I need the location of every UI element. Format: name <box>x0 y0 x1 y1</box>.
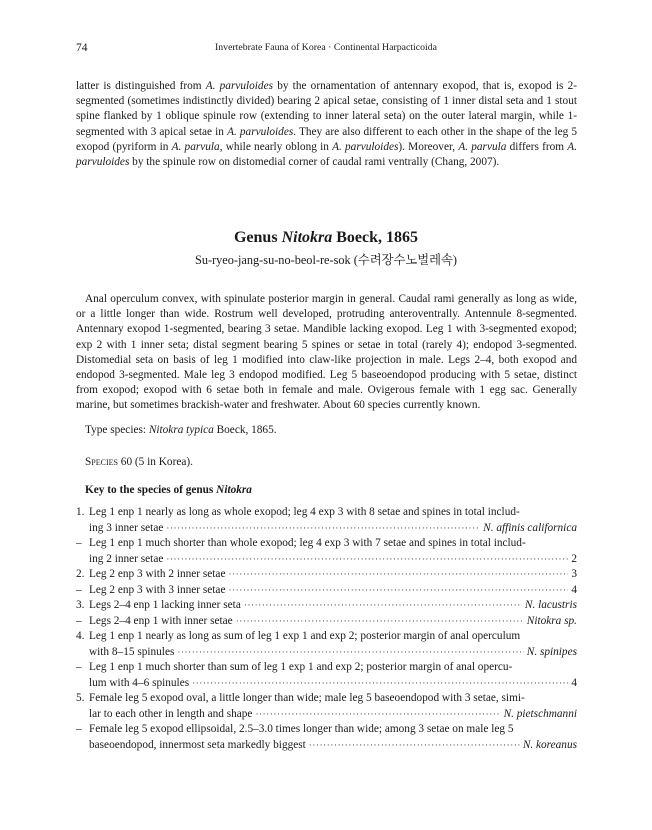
text-run: differs from <box>506 140 568 153</box>
couplet-text: lar to each other in length and shape <box>89 707 253 720</box>
identification-key <box>76 505 577 753</box>
couplet-result: 4 <box>571 676 577 689</box>
key-couplet-result-line <box>76 645 577 661</box>
leader-dots <box>166 521 480 537</box>
leader-dots <box>192 676 568 692</box>
couplet-result: 3 <box>571 568 577 580</box>
couplet-text: Leg 1 enp 1 much shorter than whole exopod; leg 4 exp 3 with 7 setae and spines in total includ- <box>89 537 526 549</box>
couplet-text: lum with 4–6 spinules <box>89 676 190 689</box>
genus-subtitle: Su-ryeo-jang-su-no-beol-re-sok (수려장수노벌레속) <box>194 253 457 267</box>
text-run: latter is distinguished from <box>76 80 206 92</box>
key-couplet-result-line <box>76 567 577 583</box>
couplet-text: Legs 2–4 enp 1 lacking inner seta <box>89 599 241 611</box>
leader-dots <box>228 583 568 599</box>
key-couplet-result-line <box>76 598 577 614</box>
text-run: by the ornamentation of antennary exopod, that is, exopod is 2-segmented (sometimes indistinctly divided) bearing 2 apical setae, consisting of 1 inner distal seta and 1 stout spine flanked by 1 oblique spinule row (extending to inner lateral seta) on the outer lateral margin, while 1-segmented with 3 apical setae in <box>76 80 578 138</box>
key-couplet-result-line <box>76 614 577 630</box>
key-couplet-result-line <box>76 707 577 723</box>
key-couplet-result-line <box>76 552 577 568</box>
running-header <box>76 42 576 58</box>
couplet-number: 5. <box>76 692 85 704</box>
couplet-result: Nitokra sp. <box>526 614 577 627</box>
genus-title: Genus Nitokra Boeck, 1865 <box>233 229 419 246</box>
couplet-number: 2. <box>76 568 85 580</box>
couplet-text: Leg 1 enp 1 much shorter than sum of leg 1 exp 1 and exp 2; posterior margin of anal opercu- <box>89 661 513 673</box>
taxon-name: A. parvula <box>458 140 507 153</box>
key-couplet-line <box>76 505 577 521</box>
couplet-number: – <box>76 723 82 735</box>
couplet-result: N. pietschmanni <box>503 707 577 720</box>
couplet-number: – <box>76 537 82 549</box>
couplet-text: Leg 2 enp 3 with 3 inner setae <box>89 583 226 596</box>
couplet-number: 3. <box>76 599 85 611</box>
taxon-name: A. parvuloides <box>76 140 578 169</box>
leader-dots <box>177 645 523 661</box>
couplet-text: ing 3 inner setae <box>89 521 164 534</box>
text-run: ). Moreover, <box>398 140 459 153</box>
couplet-result: N. lacustris <box>524 599 577 611</box>
couplet-text: Leg 1 enp 1 nearly as long as sum of leg 1 exp 1 and exp 2; posterior margin of anal operculum <box>89 630 521 642</box>
key-couplet-line <box>76 722 577 738</box>
genus-name: Nitokra <box>281 229 333 246</box>
genus-diagnosis: Anal operculum convex, with spinulate posterior margin in general. Caudal rami generally as long as wide, or a little longer than wide. Rostrum well developed, protruding anteroventrally. Antennule 8-segmented. Antennary exopod 1-segmented, bearing 3 setae. Mandible lacking exopod. Leg 1 with 3-segmented exopod; exp 2 with 1 inner seta; distal segment bearing 5 spines or setae in total (rarely 4); endopod 3-segmented. Distomedial seta on basis of leg 1 modified into claw-like projection in male. Legs 2–4, both exopod and endopod 3-segmented. Male leg 3 endopod modified. Leg 5 baseoendopod producing with 5 setae, distinct from exopod; exopod with 6 setae both in female and male. Ovigerous female with 1 egg sac. Generally marine, but sometimes brackish-water and freshwater. About 60 species currently known. <box>76 293 577 412</box>
taxon-name: A. parvula <box>171 140 220 153</box>
couplet-result: 2 <box>571 552 577 565</box>
couplet-text: ing 2 inner setae <box>89 552 164 565</box>
text-run: by the spinule row on distomedial corner of caudal rami ventrally (Chang, 2007). <box>129 156 500 169</box>
couplet-result: 4 <box>571 583 577 596</box>
key-couplet-line <box>76 536 577 552</box>
couplet-text: baseoendopod, innermost seta markedly biggest <box>89 738 306 751</box>
taxon-name: A. parvuloides <box>205 80 273 92</box>
intro-paragraph <box>76 79 577 170</box>
key-couplet-result-line <box>76 738 577 754</box>
taxon-name: A. parvuloides <box>227 125 294 138</box>
couplet-text: Leg 2 enp 3 with 2 inner setae <box>89 568 226 580</box>
couplet-number: 1. <box>76 506 85 518</box>
species-count: Species 60 (5 in Korea). <box>85 456 193 468</box>
couplet-text: Female leg 5 exopod oval, a little longer than wide; male leg 5 baseoendopod with 3 setae, simi- <box>89 692 525 704</box>
leader-dots <box>228 567 568 583</box>
couplet-result: N. spinipes <box>526 645 577 658</box>
running-title: Invertebrate Fauna of Korea · Continental Harpacticoida <box>215 42 437 53</box>
key-couplet-result-line <box>76 521 577 537</box>
leader-dots <box>255 707 500 723</box>
couplet-text: Legs 2–4 enp 1 with inner setae <box>89 614 233 627</box>
couplet-text: Leg 1 enp 1 nearly as long as whole exopod; leg 4 exp 3 with 8 setae and spines in total includ- <box>89 506 520 518</box>
text-run: , while nearly oblong in <box>219 140 333 153</box>
type-species: Type species: Nitokra typica Boeck, 1865. <box>85 424 277 436</box>
key-couplet-result-line <box>76 676 577 692</box>
leader-dots <box>166 552 568 568</box>
key-heading: Key to the species of genus Nitokra <box>85 484 252 496</box>
key-couplet-line <box>76 691 577 707</box>
taxon-name: A. parvuloides <box>332 140 399 153</box>
couplet-result: N. affinis californica <box>483 521 577 534</box>
couplet-number: 4. <box>76 630 85 642</box>
text-run: . They are also different to each other in the shape of the leg 5 exopod (pyriform in <box>76 125 578 153</box>
couplet-result: N. koreanus <box>522 738 577 751</box>
key-couplet-line <box>76 660 577 676</box>
couplet-number: – <box>76 583 82 596</box>
couplet-text: Female leg 5 exopod ellipsoidal, 2.5–3.0 times longer than wide; among 3 setae on male leg 5 <box>89 723 514 735</box>
key-couplet-line <box>76 629 577 645</box>
couplet-text: with 8–15 spinules <box>89 645 175 658</box>
key-couplet-result-line <box>76 583 577 599</box>
couplet-number: – <box>76 661 82 673</box>
couplet-number: – <box>76 614 82 627</box>
leader-dots <box>236 614 524 630</box>
page-number: 74 <box>76 42 88 54</box>
leader-dots <box>309 738 520 754</box>
leader-dots <box>244 598 522 614</box>
